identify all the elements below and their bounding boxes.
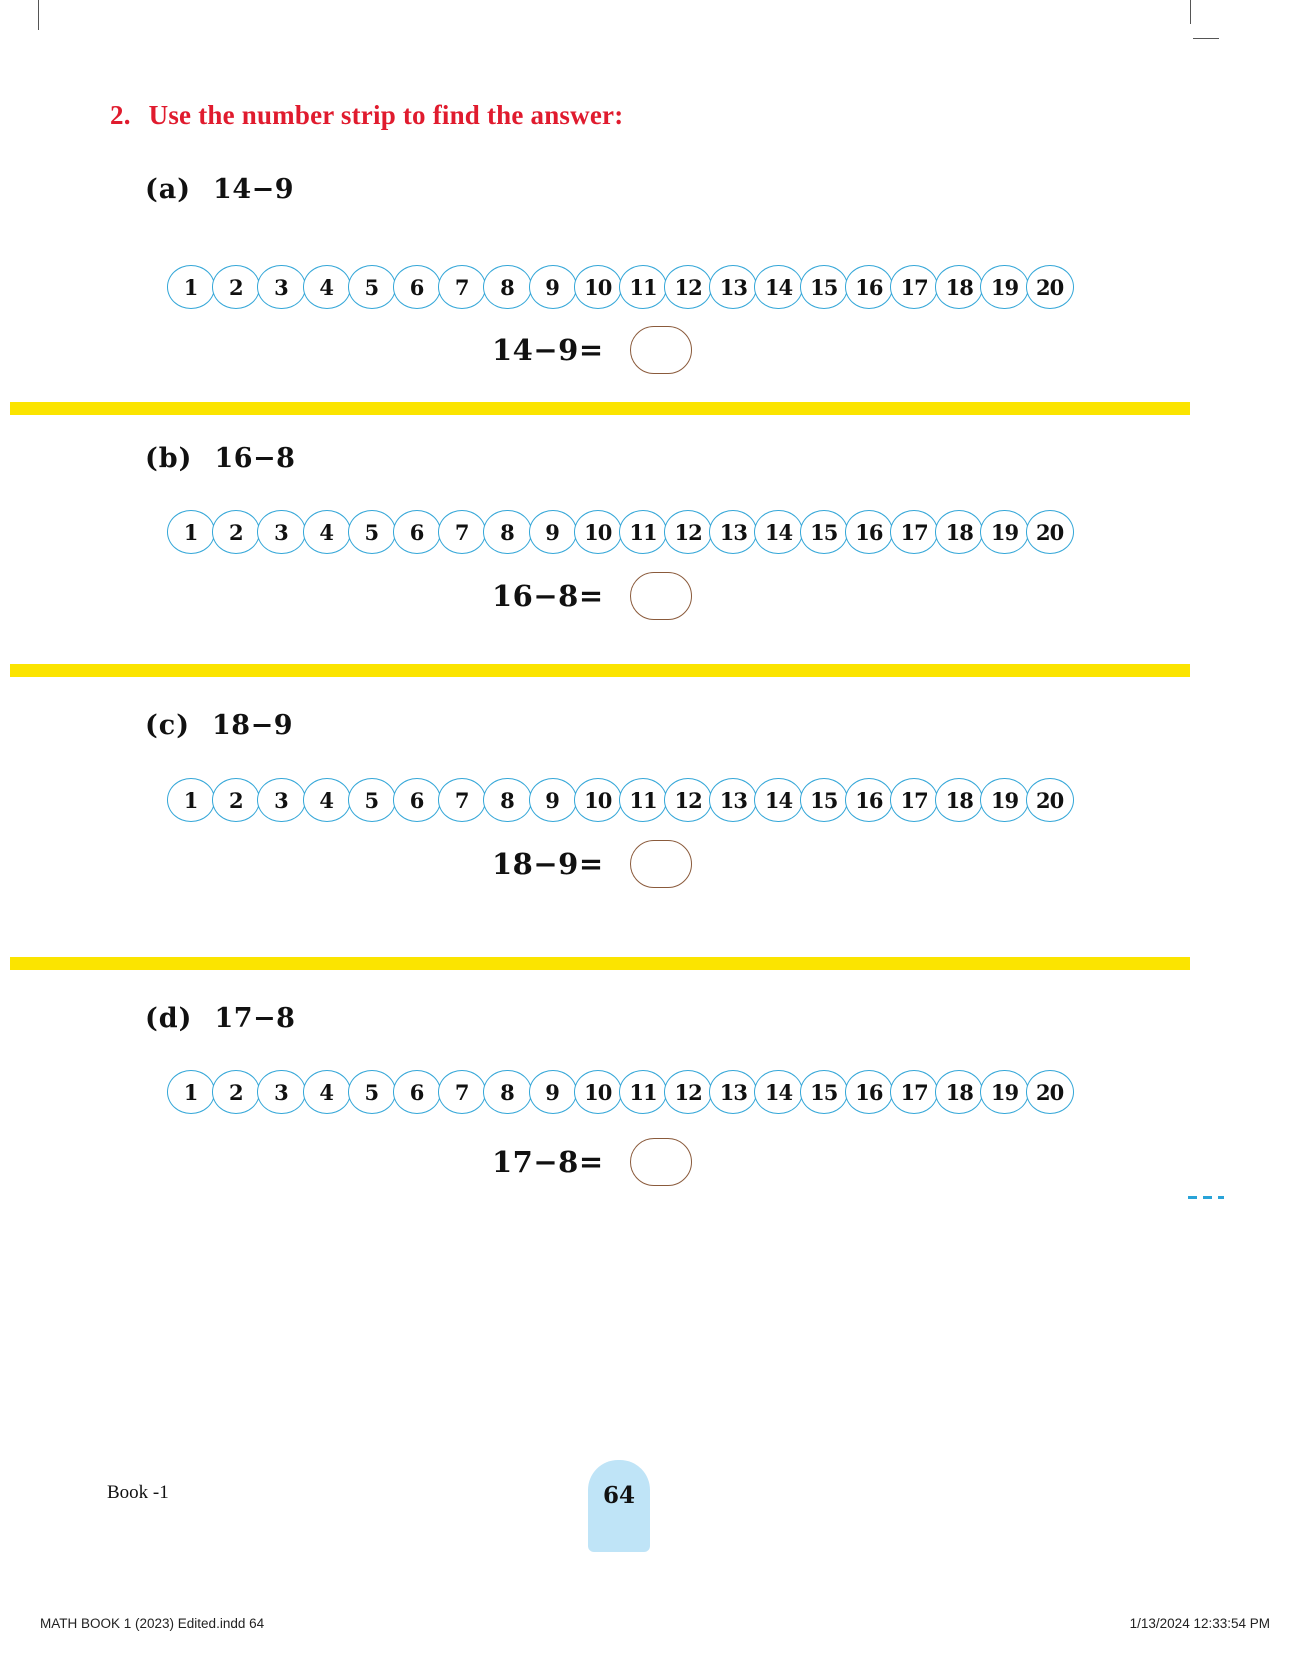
number-cell[interactable]: 1 xyxy=(167,265,215,309)
number-cell[interactable]: 18 xyxy=(935,510,983,554)
number-strip-b xyxy=(167,510,1074,554)
number-cell[interactable]: 8 xyxy=(483,1070,531,1114)
page-title xyxy=(110,100,623,131)
number-cell[interactable]: 12 xyxy=(664,1070,712,1114)
number-cell[interactable]: 8 xyxy=(483,265,531,309)
number-cell[interactable]: 2 xyxy=(212,778,260,822)
question-expression-a: 14−9 xyxy=(213,174,295,205)
number-cell[interactable]: 13 xyxy=(709,778,757,822)
number-cell[interactable]: 12 xyxy=(664,510,712,554)
number-cell[interactable]: 18 xyxy=(935,778,983,822)
question-number: 2. xyxy=(110,100,131,130)
answer-input-a[interactable] xyxy=(630,326,692,374)
number-cell[interactable]: 9 xyxy=(529,778,577,822)
question-title-text: Use the number strip to find the answer: xyxy=(148,100,624,130)
number-cell[interactable]: 16 xyxy=(845,778,893,822)
number-cell[interactable]: 2 xyxy=(212,510,260,554)
question-letter-a: (a) xyxy=(145,174,192,205)
crop-mark-top-right-horizontal xyxy=(1193,38,1219,39)
number-cell[interactable]: 15 xyxy=(800,510,848,554)
number-cell[interactable]: 5 xyxy=(348,778,396,822)
number-cell[interactable]: 5 xyxy=(348,1070,396,1114)
number-cell[interactable]: 13 xyxy=(709,265,757,309)
number-cell[interactable]: 9 xyxy=(529,265,577,309)
number-cell[interactable]: 15 xyxy=(800,778,848,822)
number-cell[interactable]: 7 xyxy=(438,510,486,554)
number-cell[interactable]: 6 xyxy=(393,1070,441,1114)
answer-input-d[interactable] xyxy=(630,1138,692,1186)
number-cell[interactable]: 16 xyxy=(845,510,893,554)
number-cell[interactable]: 19 xyxy=(980,265,1028,309)
number-cell[interactable]: 20 xyxy=(1026,265,1074,309)
number-cell[interactable]: 4 xyxy=(303,510,351,554)
number-strip-c xyxy=(167,778,1074,822)
number-strip-a xyxy=(167,265,1074,309)
number-cell[interactable]: 16 xyxy=(845,265,893,309)
number-cell[interactable]: 11 xyxy=(619,265,667,309)
number-cell[interactable]: 3 xyxy=(257,778,305,822)
answer-row-a xyxy=(492,326,692,374)
number-cell[interactable]: 10 xyxy=(574,510,622,554)
number-cell[interactable]: 19 xyxy=(980,1070,1028,1114)
question-label-b xyxy=(145,443,295,474)
number-cell[interactable]: 4 xyxy=(303,1070,351,1114)
number-cell[interactable]: 15 xyxy=(800,1070,848,1114)
number-cell[interactable]: 7 xyxy=(438,1070,486,1114)
number-cell[interactable]: 5 xyxy=(348,510,396,554)
crop-mark-right-dashed xyxy=(1188,1196,1224,1199)
number-cell[interactable]: 3 xyxy=(257,510,305,554)
page-number: 64 xyxy=(602,1482,635,1509)
answer-expression-a: 14−9= xyxy=(492,333,604,367)
number-cell[interactable]: 17 xyxy=(890,510,938,554)
question-label-d xyxy=(145,1003,295,1034)
number-cell[interactable]: 8 xyxy=(483,778,531,822)
answer-expression-d: 17−8= xyxy=(492,1145,604,1179)
number-cell[interactable]: 7 xyxy=(438,778,486,822)
number-cell[interactable]: 12 xyxy=(664,778,712,822)
number-cell[interactable]: 16 xyxy=(845,1070,893,1114)
answer-row-d xyxy=(492,1138,692,1186)
book-label: Book -1 xyxy=(107,1482,169,1503)
number-cell[interactable]: 1 xyxy=(167,510,215,554)
number-cell[interactable]: 11 xyxy=(619,778,667,822)
page-number-tab xyxy=(588,1460,650,1552)
number-cell[interactable]: 19 xyxy=(980,510,1028,554)
number-cell[interactable]: 10 xyxy=(574,265,622,309)
crop-mark-top-right-vertical xyxy=(1190,0,1191,24)
number-cell[interactable]: 4 xyxy=(303,778,351,822)
number-cell[interactable]: 20 xyxy=(1026,1070,1074,1114)
number-cell[interactable]: 18 xyxy=(935,1070,983,1114)
number-cell[interactable]: 6 xyxy=(393,778,441,822)
number-cell[interactable]: 10 xyxy=(574,1070,622,1114)
number-cell[interactable]: 13 xyxy=(709,1070,757,1114)
number-cell[interactable]: 10 xyxy=(574,778,622,822)
section-divider xyxy=(10,402,1190,415)
number-cell[interactable]: 17 xyxy=(890,778,938,822)
number-cell[interactable]: 15 xyxy=(800,265,848,309)
timestamp-meta: 1/13/2024 12:33:54 PM xyxy=(1129,1616,1270,1631)
number-cell[interactable]: 14 xyxy=(754,265,802,309)
number-cell[interactable]: 20 xyxy=(1026,510,1074,554)
question-letter-c: (c) xyxy=(145,710,190,741)
number-cell[interactable]: 1 xyxy=(167,778,215,822)
answer-expression-b: 16−8= xyxy=(492,579,604,613)
number-cell[interactable]: 4 xyxy=(303,265,351,309)
number-cell[interactable]: 3 xyxy=(257,265,305,309)
number-cell[interactable]: 7 xyxy=(438,265,486,309)
number-cell[interactable]: 1 xyxy=(167,1070,215,1114)
number-cell[interactable]: 17 xyxy=(890,1070,938,1114)
question-expression-b: 16−8 xyxy=(214,443,296,474)
number-cell[interactable]: 12 xyxy=(664,265,712,309)
answer-expression-c: 18−9= xyxy=(492,847,604,881)
number-cell[interactable]: 14 xyxy=(754,1070,802,1114)
number-cell[interactable]: 8 xyxy=(483,510,531,554)
number-cell[interactable]: 17 xyxy=(890,265,938,309)
number-cell[interactable]: 5 xyxy=(348,265,396,309)
number-cell[interactable]: 9 xyxy=(529,510,577,554)
answer-row-b xyxy=(492,572,692,620)
section-divider xyxy=(10,664,1190,677)
question-letter-b: (b) xyxy=(145,443,193,474)
number-cell[interactable]: 2 xyxy=(212,265,260,309)
crop-mark-top-left xyxy=(38,0,39,30)
section-divider xyxy=(10,957,1190,970)
number-strip-d xyxy=(167,1070,1074,1114)
answer-input-c[interactable] xyxy=(630,840,692,888)
number-cell[interactable]: 6 xyxy=(393,265,441,309)
question-expression-c: 18−9 xyxy=(212,710,293,741)
number-cell[interactable]: 9 xyxy=(529,1070,577,1114)
number-cell[interactable]: 14 xyxy=(754,510,802,554)
question-letter-d: (d) xyxy=(145,1003,193,1034)
number-cell[interactable]: 11 xyxy=(619,1070,667,1114)
number-cell[interactable]: 14 xyxy=(754,778,802,822)
number-cell[interactable]: 13 xyxy=(709,510,757,554)
file-name-meta: MATH BOOK 1 (2023) Edited.indd 64 xyxy=(40,1616,265,1631)
question-label-a xyxy=(145,174,294,205)
question-expression-d: 17−8 xyxy=(214,1003,296,1034)
number-cell[interactable]: 11 xyxy=(619,510,667,554)
answer-input-b[interactable] xyxy=(630,572,692,620)
answer-row-c xyxy=(492,840,692,888)
number-cell[interactable]: 2 xyxy=(212,1070,260,1114)
question-label-c xyxy=(145,710,293,741)
number-cell[interactable]: 18 xyxy=(935,265,983,309)
number-cell[interactable]: 3 xyxy=(257,1070,305,1114)
number-cell[interactable]: 6 xyxy=(393,510,441,554)
number-cell[interactable]: 20 xyxy=(1026,778,1074,822)
number-cell[interactable]: 19 xyxy=(980,778,1028,822)
